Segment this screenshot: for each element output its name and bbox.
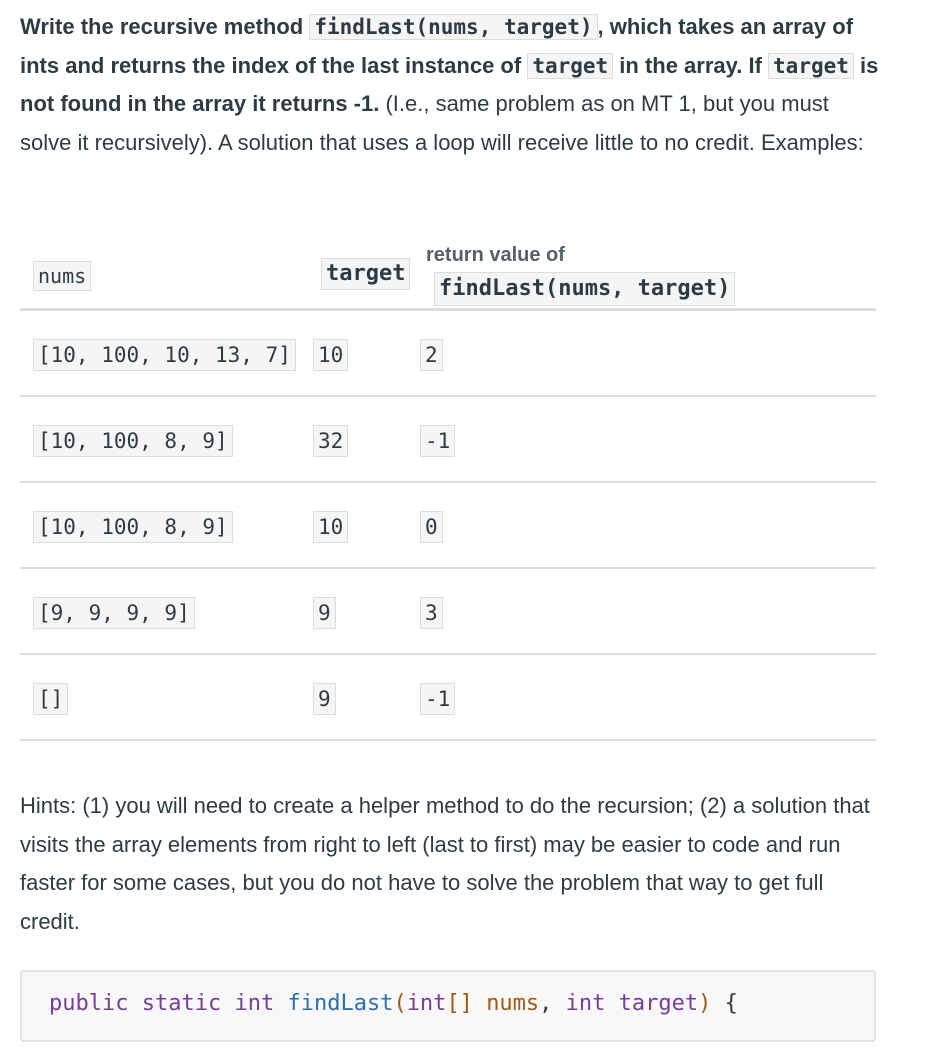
prompt-text-4: is not found in the array it returns -1.: [20, 52, 879, 116]
target-code-2: target: [768, 53, 854, 79]
table-row: [20, 569, 876, 655]
cell-return: 3: [420, 597, 443, 629]
hints-paragraph: Hints: (1) you will need to create a helper method to do the recursion; (2) a solution that visits the array elements from right to left (last to first) may be easier to code and run faster for some cases, but you do not have to solve the problem that way to get full credit.: [20, 793, 870, 934]
table-row: [20, 397, 876, 483]
cell-target: 10: [313, 511, 348, 543]
cell-return: 2: [420, 339, 443, 371]
method-signature-code: findLast(nums, target): [309, 14, 597, 40]
cell-nums: [10, 100, 8, 9]: [33, 511, 233, 543]
paren-close: ): [698, 991, 712, 1016]
cell-nums: [10, 100, 10, 13, 7]: [33, 339, 296, 371]
cell-target: 9: [313, 683, 336, 715]
table-row: [20, 311, 876, 397]
table-header: [20, 244, 876, 311]
cell-return: -1: [420, 683, 455, 715]
header-nums: nums: [33, 261, 91, 291]
cell-nums: []: [33, 683, 68, 715]
kw-int-target: int: [565, 991, 606, 1016]
kw-static: static: [141, 991, 222, 1016]
prompt-text-2: , which takes an array of ints and returns the index of the last instance of: [20, 14, 854, 78]
table-row: [20, 483, 876, 569]
prompt-text-1: Write the recursive method: [20, 14, 310, 39]
cell-return: -1: [420, 425, 455, 457]
comma: ,: [539, 991, 553, 1016]
cell-nums: [10, 100, 8, 9]: [33, 425, 233, 457]
param-nums: nums: [486, 991, 540, 1016]
method-name: findLast: [287, 991, 394, 1016]
cell-target: 10: [313, 339, 348, 371]
question-content: [20, 8, 880, 1016]
header-return-label: return value of: [426, 244, 565, 266]
prompt-text-5: (I.e., same problem as on MT 1, but you must solve it recursively). A solution that uses a loop will receive little to no credit. Examples:: [20, 91, 864, 155]
open-brace: {: [724, 991, 738, 1016]
examples-table: [20, 244, 876, 741]
param-target: target: [618, 991, 699, 1016]
prompt-text-3: in the array. If: [613, 52, 769, 78]
question-prompt: [20, 8, 880, 162]
cell-nums: [9, 9, 9, 9]: [33, 597, 195, 629]
paren-open: (: [393, 991, 407, 1016]
kw-int-param: int: [406, 991, 447, 1016]
code-line: [49, 991, 738, 1016]
target-code-1: target: [527, 53, 613, 79]
array-brackets: []: [446, 991, 473, 1016]
cell-target: 9: [313, 597, 336, 629]
table-row: [20, 655, 876, 741]
cell-return: 0: [420, 511, 443, 543]
kw-public: public: [49, 991, 129, 1016]
header-return-code: findLast(nums, target): [434, 272, 735, 306]
cell-target: 32: [313, 425, 348, 457]
header-target: target: [321, 258, 410, 290]
code-editor[interactable]: [20, 970, 876, 1042]
kw-int: int: [234, 991, 275, 1016]
